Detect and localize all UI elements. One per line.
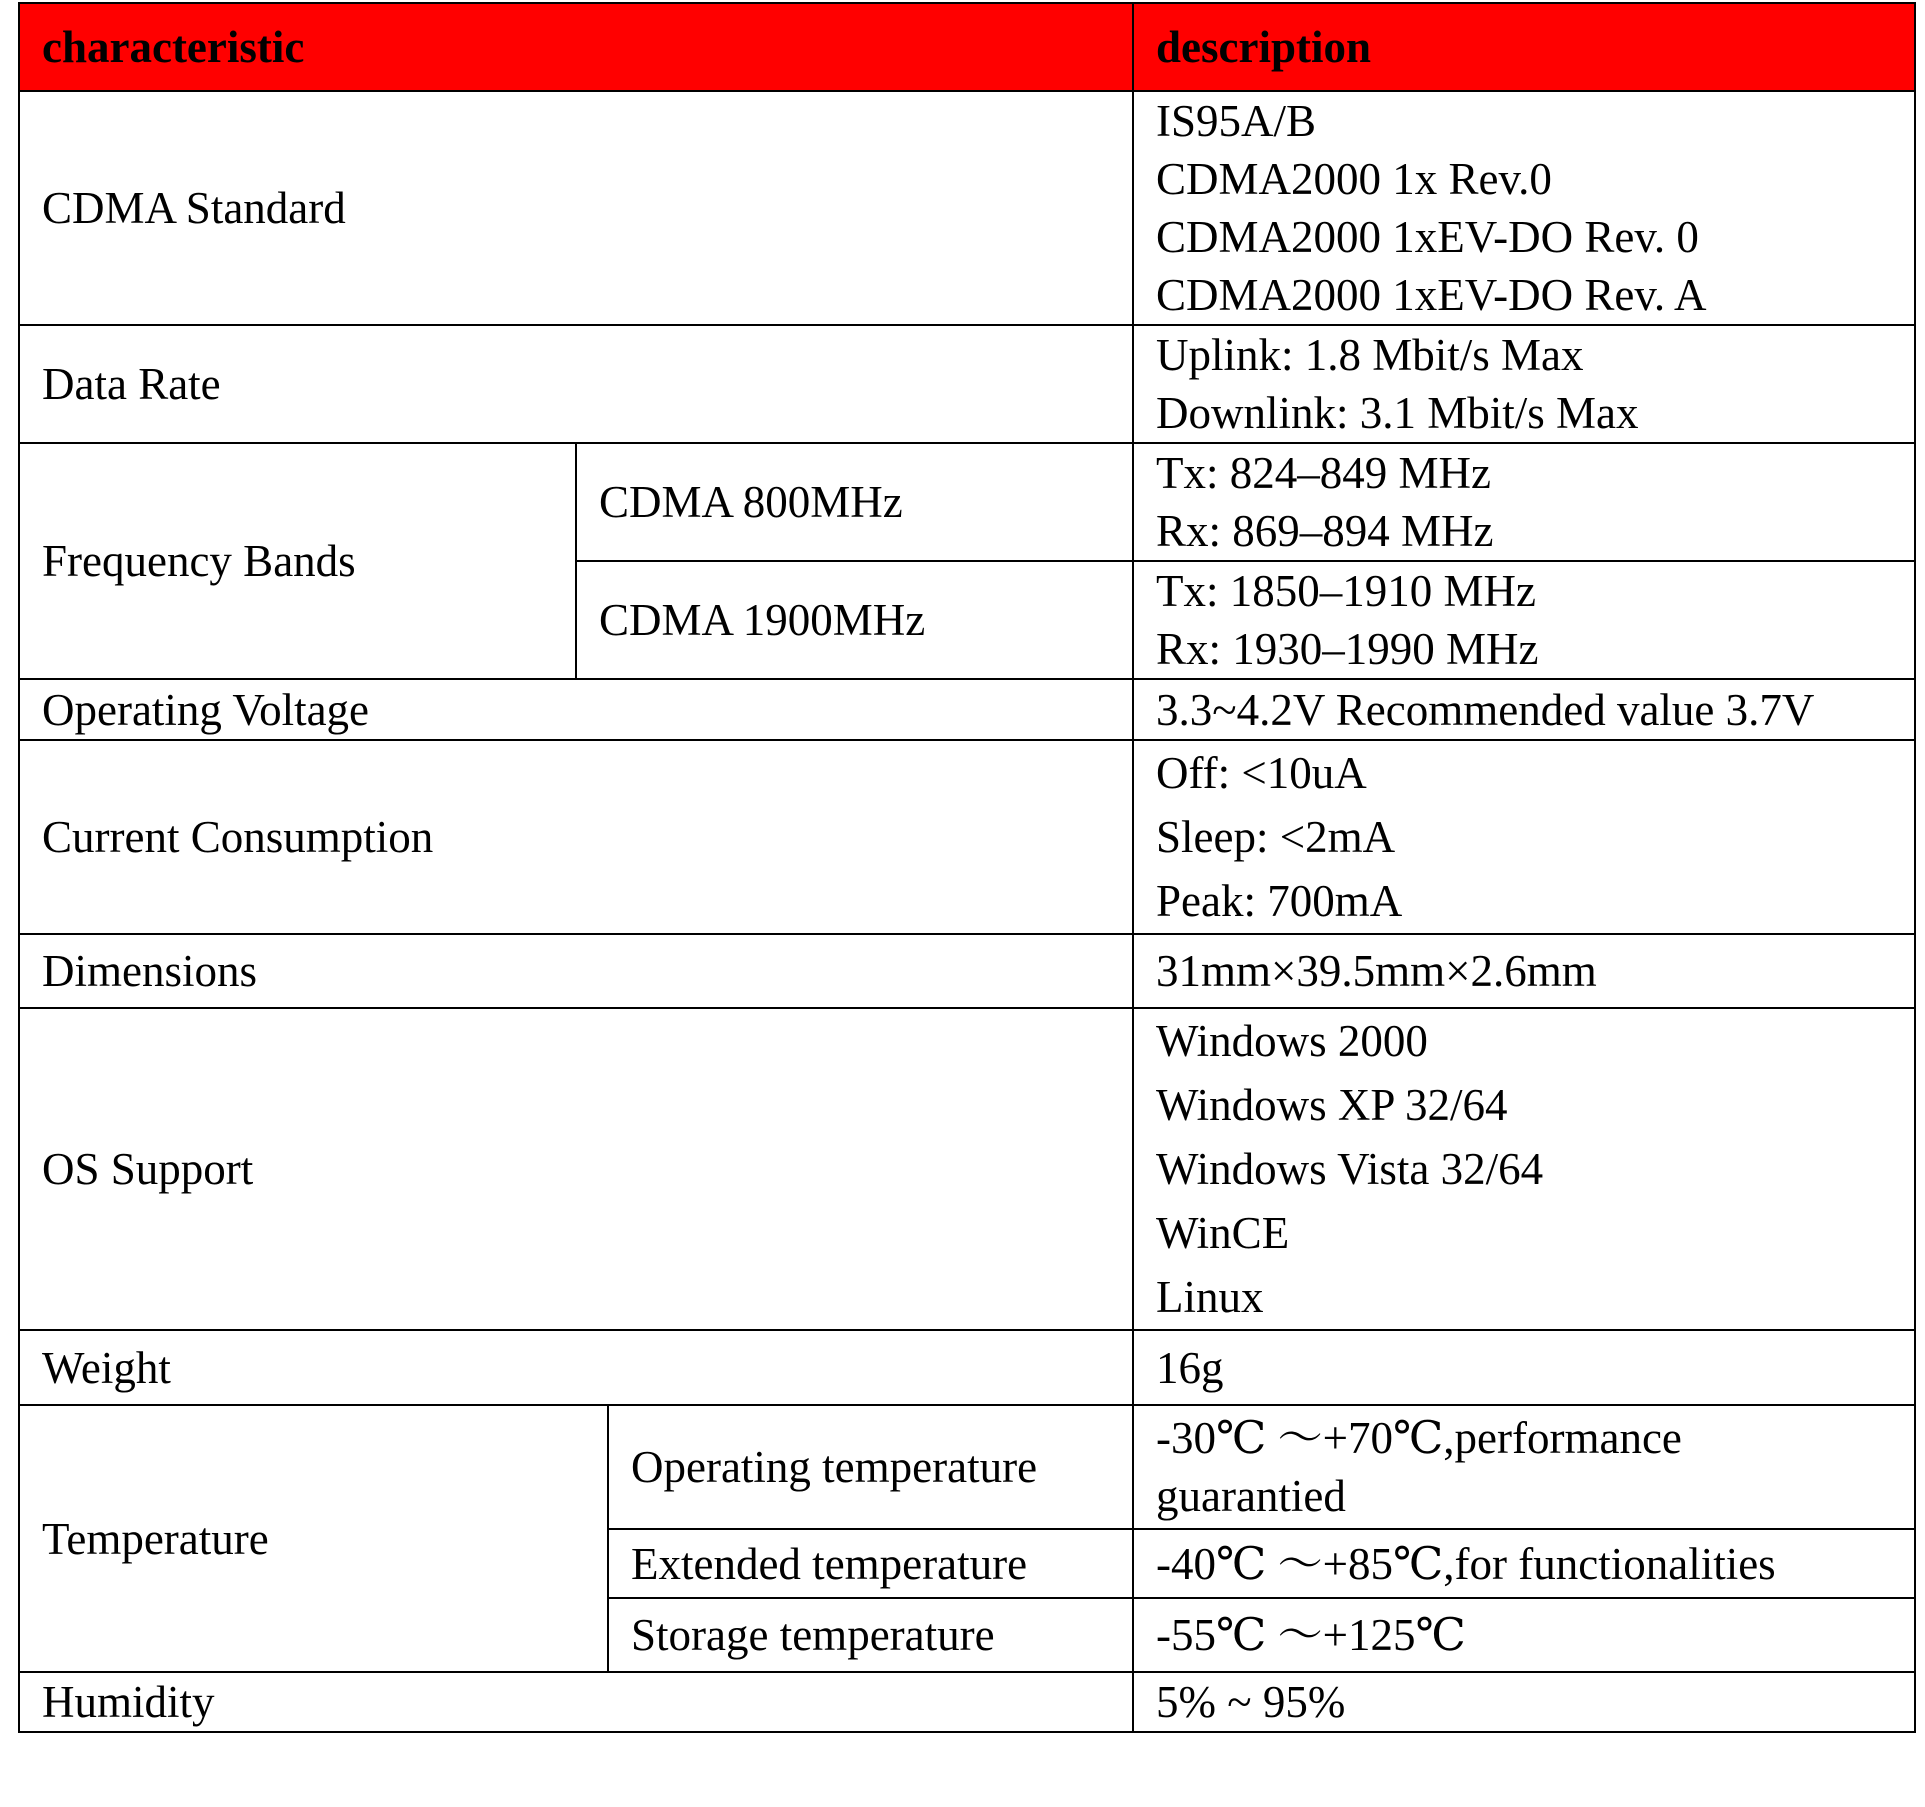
- table-row-dimensions: [19, 934, 1915, 1008]
- data-rate-value: Downlink: 3.1 Mbit/s Max: [1156, 388, 1639, 438]
- weight-label: Weight: [19, 1330, 1133, 1405]
- dimensions-value: 31mm×39.5mm×2.6mm: [1133, 934, 1915, 1008]
- table-row-humidity: [19, 1672, 1915, 1732]
- os-support-value: Windows Vista 32/64: [1156, 1144, 1544, 1194]
- data-rate-values: [1133, 325, 1915, 443]
- table-row-os-support: [19, 1008, 1915, 1330]
- os-support-value: Windows 2000: [1156, 1016, 1428, 1066]
- band-1900-value: Rx: 1930–1990 MHz: [1156, 624, 1539, 674]
- header-row: [19, 3, 1915, 91]
- storage-temperature-label: Storage temperature: [608, 1598, 1133, 1672]
- os-support-value: Linux: [1156, 1272, 1264, 1322]
- cdma-standard-value: CDMA2000 1xEV-DO Rev. A: [1156, 270, 1707, 320]
- os-support-value: Windows XP 32/64: [1156, 1080, 1508, 1130]
- extended-temperature-value: -40℃ ～+85℃,for functionalities: [1133, 1529, 1915, 1598]
- band-1900-label: CDMA 1900MHz: [576, 561, 1133, 679]
- table-row-current-consumption: [19, 740, 1915, 934]
- storage-temperature-value: -55℃ ～+125℃: [1133, 1598, 1915, 1672]
- os-support-values: [1133, 1008, 1915, 1330]
- band-800-value: Rx: 869–894 MHz: [1156, 506, 1494, 556]
- frequency-bands-label: Frequency Bands: [19, 443, 576, 679]
- table-row-data-rate: [19, 325, 1915, 443]
- band-800-label: CDMA 800MHz: [576, 443, 1133, 561]
- header-description: description: [1133, 3, 1915, 91]
- band-1900-values: [1133, 561, 1915, 679]
- cdma-standard-value: CDMA2000 1x Rev.0: [1156, 154, 1552, 204]
- humidity-value: 5% ~ 95%: [1133, 1672, 1915, 1732]
- os-support-label: OS Support: [19, 1008, 1133, 1330]
- current-consumption-label: Current Consumption: [19, 740, 1133, 934]
- temperature-label: Temperature: [19, 1405, 608, 1672]
- operating-temperature-value: -30℃ ～+70℃,performance guarantied: [1133, 1405, 1915, 1529]
- table-row-operating-voltage: [19, 679, 1915, 740]
- current-consumption-value: Peak: 700mA: [1156, 876, 1403, 926]
- cdma-standard-label: CDMA Standard: [19, 91, 1133, 325]
- specification-table: [18, 2, 1916, 1733]
- dimensions-label: Dimensions: [19, 934, 1133, 1008]
- cdma-standard-value: IS95A/B: [1156, 96, 1317, 146]
- extended-temperature-label: Extended temperature: [608, 1529, 1133, 1598]
- table-row-cdma-standard: [19, 91, 1915, 325]
- humidity-label: Humidity: [19, 1672, 1133, 1732]
- current-consumption-value: Sleep: <2mA: [1156, 812, 1396, 862]
- current-consumption-value: Off: <10uA: [1156, 748, 1367, 798]
- data-rate-value: Uplink: 1.8 Mbit/s Max: [1156, 330, 1584, 380]
- os-support-value: WinCE: [1156, 1208, 1290, 1258]
- table-row-weight: [19, 1330, 1915, 1405]
- header-characteristic: characteristic: [19, 3, 1133, 91]
- band-800-values: [1133, 443, 1915, 561]
- cdma-standard-value: CDMA2000 1xEV-DO Rev. 0: [1156, 212, 1699, 262]
- band-800-value: Tx: 824–849 MHz: [1156, 448, 1491, 498]
- weight-value: 16g: [1133, 1330, 1915, 1405]
- band-1900-value: Tx: 1850–1910 MHz: [1156, 566, 1536, 616]
- cdma-standard-values: [1133, 91, 1915, 325]
- operating-voltage-value: 3.3~4.2V Recommended value 3.7V: [1133, 679, 1915, 740]
- table-row-frequency-800: [19, 443, 1915, 561]
- current-consumption-values: [1133, 740, 1915, 934]
- table-row-temperature-operating: [19, 1405, 1915, 1529]
- operating-voltage-label: Operating Voltage: [19, 679, 1133, 740]
- operating-temperature-label: Operating temperature: [608, 1405, 1133, 1529]
- data-rate-label: Data Rate: [19, 325, 1133, 443]
